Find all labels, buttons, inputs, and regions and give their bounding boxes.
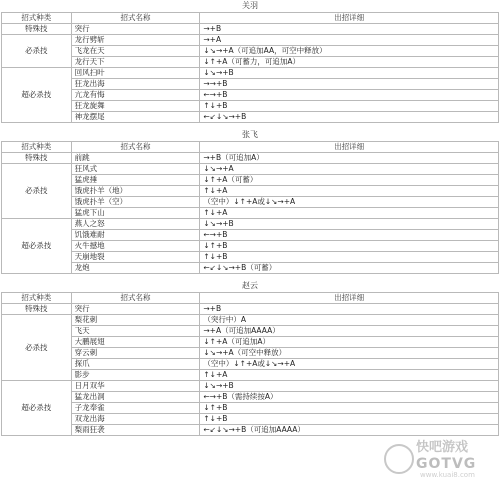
table-row — [2, 57, 499, 68]
move-command: →+B（可追加A） — [200, 153, 499, 164]
table-row — [2, 315, 499, 326]
move-name: 突行 — [71, 304, 200, 315]
move-command: （空中）↓↑+A或↓↘→+A — [200, 197, 499, 208]
header-name: 招式名称 — [71, 142, 200, 153]
watermark-logo-icon — [384, 444, 414, 474]
move-command: ↑↓+B — [200, 252, 499, 263]
move-command: ←↙↓↘→+B — [200, 112, 499, 123]
table-row — [2, 175, 499, 186]
table-row — [2, 263, 499, 274]
move-name: 燕人之怒 — [71, 219, 200, 230]
move-command: ↓↑+B — [200, 403, 499, 414]
move-category: 特殊技 — [2, 153, 72, 164]
table-row — [2, 68, 499, 79]
move-command: ↑↓+B — [200, 414, 499, 425]
move-name: 火牛撼地 — [71, 241, 200, 252]
move-table — [1, 141, 499, 274]
move-command: ↑↓+A — [200, 370, 499, 381]
move-name: 饿虎扑羊（地） — [71, 186, 200, 197]
move-command: ↓↘→+A — [200, 164, 499, 175]
table-row — [2, 219, 499, 230]
character-section — [0, 129, 500, 274]
table-row — [2, 241, 499, 252]
move-name: 双龙出海 — [71, 414, 200, 425]
watermark-line1: 快吧游戏 — [416, 440, 469, 455]
move-name: 猛龙出洞 — [71, 392, 200, 403]
move-name: 子龙奉雀 — [71, 403, 200, 414]
move-command: ↓↑+A（可蓄） — [200, 175, 499, 186]
move-name: 飞龙在天 — [71, 46, 200, 57]
table-row — [2, 326, 499, 337]
move-command: →+A（可追加AAAA） — [200, 326, 499, 337]
move-name: 饿虎扑羊（空） — [71, 197, 200, 208]
move-command: →+B — [200, 24, 499, 35]
character-name: 关羽 — [242, 1, 258, 10]
move-command: ←→+B（需持续按A） — [200, 392, 499, 403]
move-command: ↑↓+B — [200, 101, 499, 112]
move-name: 狂风式 — [71, 164, 200, 175]
move-name: 狂龙出海 — [71, 79, 200, 90]
move-command: →+B — [200, 304, 499, 315]
move-command: （突行中）A — [200, 315, 499, 326]
table-row — [2, 101, 499, 112]
move-name: 亢龙有悔 — [71, 90, 200, 101]
move-name: 神龙摆尾 — [71, 112, 200, 123]
header-row — [2, 142, 499, 153]
move-name: 穿云刺 — [71, 348, 200, 359]
table-row — [2, 370, 499, 381]
move-name: 影步 — [71, 370, 200, 381]
move-name: 回风扫叶 — [71, 68, 200, 79]
move-category: 必杀技 — [2, 315, 72, 381]
move-name: 大鹏展翅 — [71, 337, 200, 348]
move-command: ↓↘→+A（可追加AA，可空中释放） — [200, 46, 499, 57]
table-row — [2, 304, 499, 315]
table-row — [2, 197, 499, 208]
move-command: ↓↘→+B — [200, 68, 499, 79]
table-row — [2, 112, 499, 123]
table-row — [2, 359, 499, 370]
table-row — [2, 348, 499, 359]
table-row — [2, 392, 499, 403]
move-name: 突行 — [71, 24, 200, 35]
move-name: 龙炮 — [71, 263, 200, 274]
move-name: 梨雨狂袭 — [71, 425, 200, 436]
header-category: 招式种类 — [2, 293, 72, 304]
table-row — [2, 425, 499, 436]
move-command: ←↙↓↘→+B（可追加AAAA） — [200, 425, 499, 436]
table-row — [2, 337, 499, 348]
move-name: 龙行劈斩 — [71, 35, 200, 46]
move-category: 特殊技 — [2, 24, 72, 35]
move-name: 猛虎下山 — [71, 208, 200, 219]
move-command: ↓↑+B — [200, 241, 499, 252]
move-command: ↓↘→+A（可空中释放） — [200, 348, 499, 359]
move-name: 飞天 — [71, 326, 200, 337]
header-category: 招式种类 — [2, 13, 72, 24]
move-table — [1, 12, 499, 123]
header-category: 招式种类 — [2, 142, 72, 153]
move-name: 猛虎捶 — [71, 175, 200, 186]
move-category: 必杀技 — [2, 164, 72, 219]
character-name: 张飞 — [242, 130, 258, 139]
move-name: 前跳 — [71, 153, 200, 164]
move-command: ↓↑+A（可蓄力，可追加A） — [200, 57, 499, 68]
character-section — [0, 0, 500, 123]
move-name: 龙行天下 — [71, 57, 200, 68]
move-name: 梨花刺 — [71, 315, 200, 326]
header-row — [2, 13, 499, 24]
table-row — [2, 46, 499, 57]
move-command: →→+B — [200, 79, 499, 90]
move-name: 天崩地裂 — [71, 252, 200, 263]
header-name: 招式名称 — [71, 13, 200, 24]
table-row — [2, 381, 499, 392]
move-category: 超必杀技 — [2, 219, 72, 274]
move-command: ↑↓+A — [200, 186, 499, 197]
table-row — [2, 164, 499, 175]
table-row — [2, 403, 499, 414]
move-name: 探爪 — [71, 359, 200, 370]
header-name: 招式名称 — [71, 293, 200, 304]
table-row — [2, 252, 499, 263]
move-name: 日月双华 — [71, 381, 200, 392]
table-row — [2, 153, 499, 164]
table-row — [2, 230, 499, 241]
character-name: 赵云 — [242, 281, 258, 290]
move-command: ←↙↓↘→+B（可蓄） — [200, 263, 499, 274]
header-detail: 出招详细 — [200, 142, 499, 153]
move-category: 超必杀技 — [2, 68, 72, 123]
move-category: 特殊技 — [2, 304, 72, 315]
watermark-url: www.kuai8.com — [420, 471, 475, 479]
table-row — [2, 24, 499, 35]
move-name: 饥饿难耐 — [71, 230, 200, 241]
move-category: 超必杀技 — [2, 381, 72, 436]
move-command: ↑↓+A — [200, 208, 499, 219]
table-row — [2, 90, 499, 101]
table-row — [2, 186, 499, 197]
move-category: 必杀技 — [2, 35, 72, 68]
move-command: ↓↘→+B — [200, 219, 499, 230]
header-detail: 出招详细 — [200, 13, 499, 24]
move-command: ↓↑+A（可追加A） — [200, 337, 499, 348]
watermark-brand: GOTVG — [416, 456, 477, 472]
move-command: →+A — [200, 35, 499, 46]
move-name: 狂龙旋舞 — [71, 101, 200, 112]
move-command: （空中）↓↑+A或↓↘→+A — [200, 359, 499, 370]
watermark — [384, 440, 496, 480]
header-row — [2, 293, 499, 304]
table-row — [2, 79, 499, 90]
move-command: ↓↘→+B — [200, 381, 499, 392]
move-command: ←→+B — [200, 90, 499, 101]
character-section — [0, 280, 500, 436]
move-command: ←→+B — [200, 230, 499, 241]
table-row — [2, 414, 499, 425]
table-row — [2, 208, 499, 219]
move-table — [1, 292, 499, 436]
table-row — [2, 35, 499, 46]
header-detail: 出招详细 — [200, 293, 499, 304]
